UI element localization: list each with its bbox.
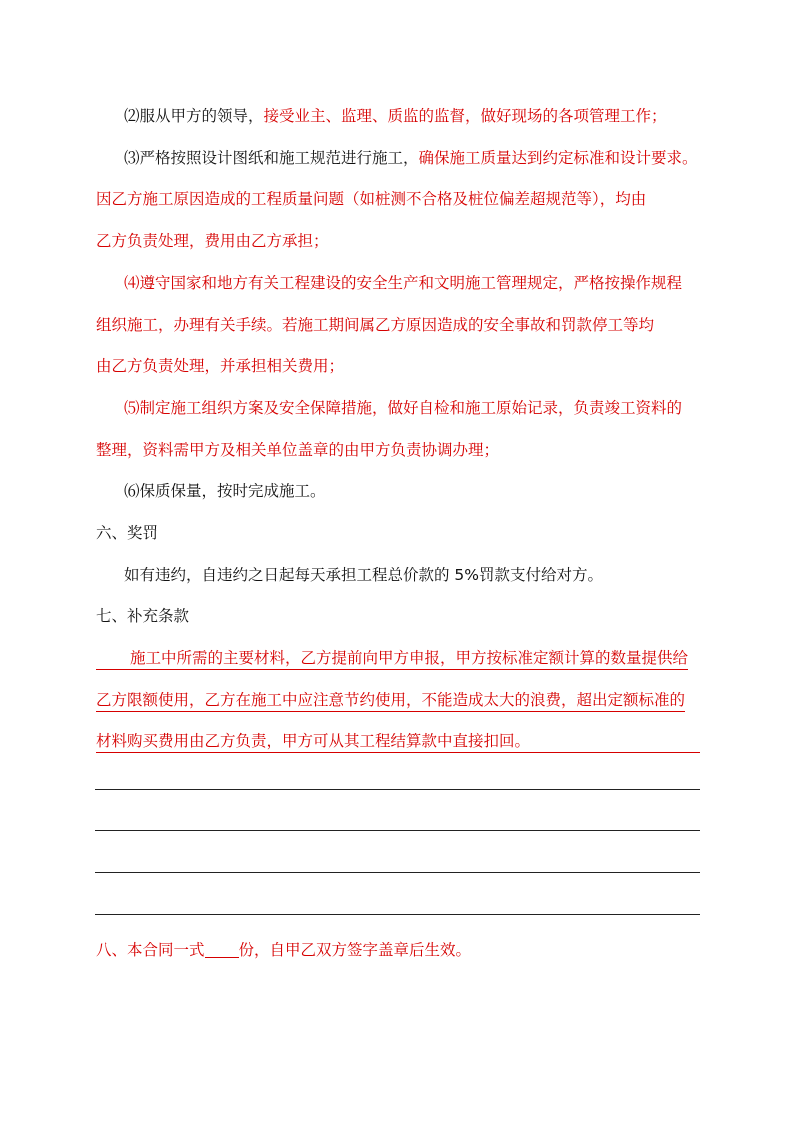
section-7-body-line-1 bbox=[96, 648, 688, 670]
blank-rule-line bbox=[95, 830, 700, 831]
section-7-heading: 七、补充条款 bbox=[96, 607, 190, 625]
blank-rule-line bbox=[95, 914, 700, 915]
clause-3-line-3: 乙方负责处理，费用由乙方承担； bbox=[96, 232, 329, 250]
clause-text: ⑵服从甲方的领导， bbox=[124, 107, 264, 125]
section-8-text: 份，自甲乙双方签字盖章后生效。 bbox=[238, 941, 472, 959]
section-7-body-line-3 bbox=[96, 731, 700, 753]
clause-2-line-1 bbox=[124, 106, 667, 126]
underlined-text: 乙方限额使用，乙方在施工中应注意节约使用，不能造成太大的浪费，超出定额标准的 bbox=[96, 690, 685, 712]
clause-3-line-1 bbox=[124, 148, 698, 168]
underlined-text: 施工中所需的主要材料，乙方提前向甲方申报，甲方按标准定额计算的数量提供给 bbox=[96, 648, 688, 670]
blank-rule-line bbox=[95, 872, 700, 873]
underlined-text: 材料购买费用由乙方负责，甲方可从其工程结算款中直接扣回。 bbox=[96, 731, 700, 753]
clause-5-line-2: 整理，资料需甲方及相关单位盖章的由甲方负责协调办理； bbox=[96, 441, 500, 459]
clause-6-line-1: ⑹保质保量，按时完成施工。 bbox=[124, 482, 326, 500]
clause-text: ⑶严格按照设计图纸和施工规范进行施工， bbox=[124, 149, 419, 167]
clause-4-line-2: 组织施工，办理有关手续。若施工期间属乙方原因造成的安全事故和罚款停工等均 bbox=[96, 316, 655, 334]
section-8-text: 八、本合同一式 bbox=[96, 941, 205, 959]
clause-4-line-1: ⑷遵守国家和地方有关工程建设的安全生产和文明施工管理规定，严格按操作规程 bbox=[124, 274, 683, 292]
clause-text-highlight: 确保施工质量达到约定标准和设计要求。 bbox=[418, 149, 698, 167]
section-6-body: 如有违约，自违约之日起每天承担工程总价款的 5%罚款支付给对方。 bbox=[124, 566, 604, 584]
section-7-body-line-2 bbox=[96, 690, 685, 712]
section-8-line bbox=[96, 940, 471, 960]
clause-text-highlight: 接受业主、监理、质监的监督，做好现场的各项管理工作； bbox=[263, 107, 667, 125]
clause-5-line-1: ⑸制定施工组织方案及安全保障措施，做好自检和施工原始记录，负责竣工资料的 bbox=[124, 399, 683, 417]
copies-blank-field bbox=[205, 941, 239, 958]
clause-4-line-3: 由乙方负责处理，并承担相关费用； bbox=[96, 357, 345, 375]
section-6-heading: 六、奖罚 bbox=[96, 524, 159, 542]
blank-rule-line bbox=[95, 789, 700, 790]
clause-3-line-2: 因乙方施工原因造成的工程质量问题（如桩测不合格及桩位偏差超规范等），均由 bbox=[96, 190, 647, 208]
